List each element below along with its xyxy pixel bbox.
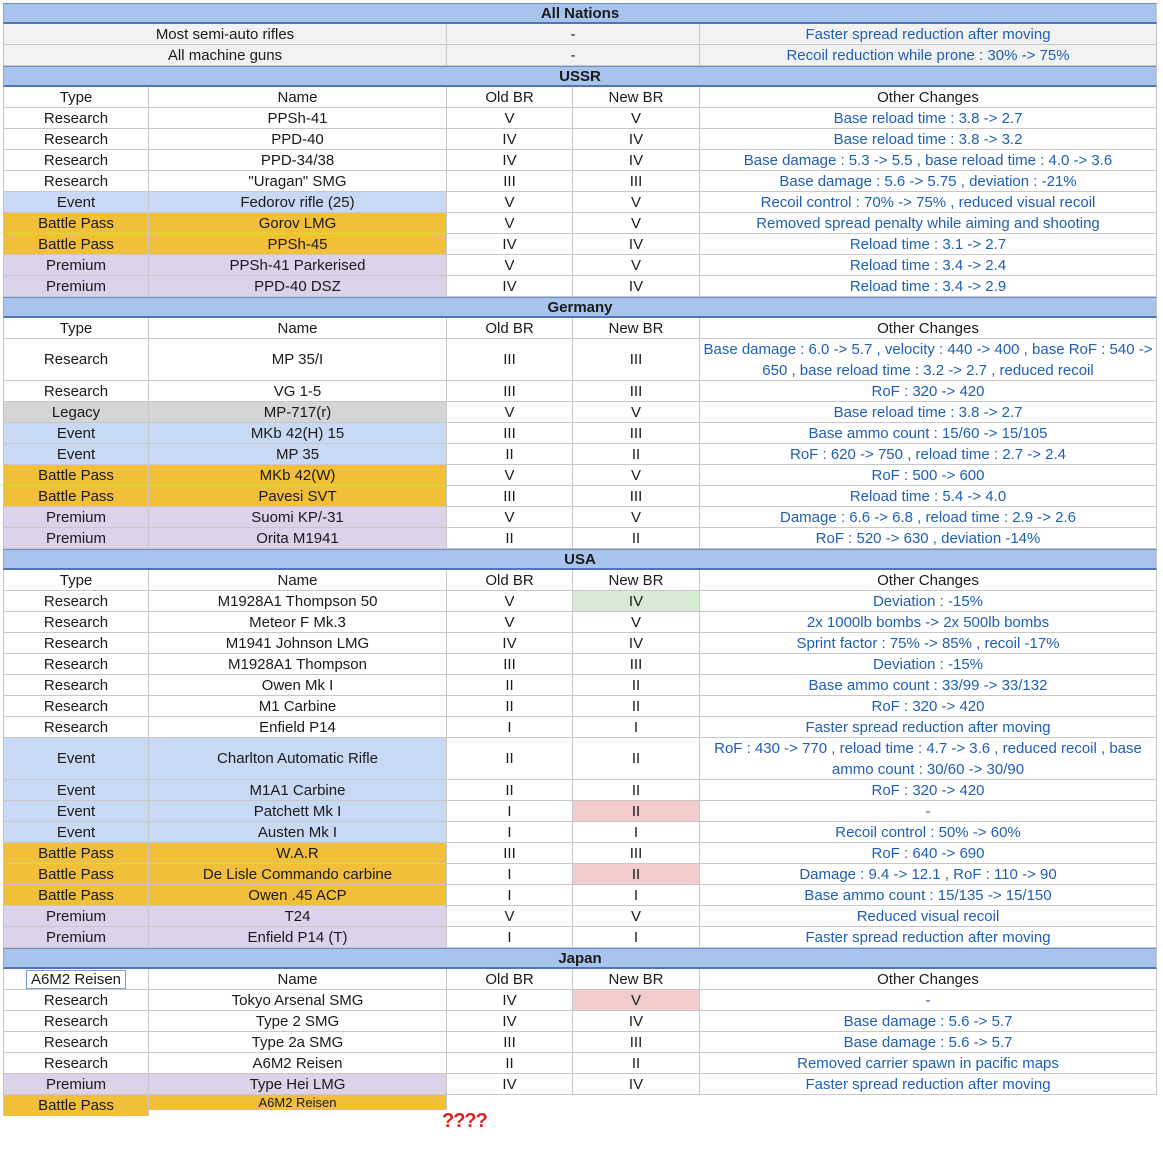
weapon-row [3, 465, 1157, 486]
new-br-cell[interactable]: V [573, 612, 700, 633]
type-cell[interactable]: Event [3, 822, 149, 843]
type-cell[interactable]: Battle Pass [3, 213, 149, 234]
name-cell[interactable]: MKb 42(W) [149, 465, 447, 486]
new-br-cell[interactable]: IV [573, 150, 700, 171]
name-cell[interactable]: MP 35/I [149, 339, 447, 381]
weapon-row [3, 591, 1157, 612]
old-br-cell[interactable]: I [447, 885, 573, 906]
name-cell[interactable]: Type 2a SMG [149, 1032, 447, 1053]
weapon-row [3, 444, 1157, 465]
old-br-header[interactable]: Old BR [447, 570, 573, 591]
new-br-cell[interactable]: V [573, 906, 700, 927]
weapon-row [3, 486, 1157, 507]
type-cell[interactable]: Battle Pass [3, 486, 149, 507]
new-br-cell[interactable]: IV [573, 633, 700, 654]
old-br-header[interactable]: Old BR [447, 87, 573, 108]
type-header[interactable] [3, 570, 149, 591]
changes-cell[interactable]: RoF : 320 -> 420 [700, 780, 1157, 801]
name-cell[interactable]: MKb 42(H) 15 [149, 423, 447, 444]
name-header[interactable]: Name [149, 318, 447, 339]
old-br-cell[interactable]: I [447, 864, 573, 885]
name-cell[interactable]: Enfield P14 [149, 717, 447, 738]
type-cell[interactable]: Premium [3, 528, 149, 549]
type-cell[interactable]: Research [3, 108, 149, 129]
changes-cell[interactable]: Base reload time : 3.8 -> 2.7 [700, 402, 1157, 423]
name-cell[interactable]: PPD-34/38 [149, 150, 447, 171]
weapon-row [3, 654, 1157, 675]
old-br-cell[interactable]: III [447, 423, 573, 444]
weapon-row [3, 423, 1157, 444]
type-cell[interactable]: Event [3, 192, 149, 213]
weapon-row [3, 129, 1157, 150]
weapon-row [3, 402, 1157, 423]
changes-cell[interactable]: Base damage : 5.6 -> 5.7 [700, 1032, 1157, 1053]
type-cell[interactable]: Research [3, 129, 149, 150]
changes-cell[interactable]: Faster spread reduction after moving [700, 927, 1157, 948]
type-cell[interactable]: Event [3, 780, 149, 801]
old-br-cell[interactable]: III [447, 1032, 573, 1053]
new-br-cell[interactable]: I [573, 927, 700, 948]
new-br-cell[interactable]: V [573, 402, 700, 423]
name-cell[interactable]: Gorov LMG [149, 213, 447, 234]
old-br-cell[interactable]: I [447, 822, 573, 843]
old-br-cell[interactable]: IV [447, 1074, 573, 1095]
weapon-row [3, 612, 1157, 633]
new-br-cell[interactable]: V [573, 255, 700, 276]
name-header[interactable]: Name [149, 87, 447, 108]
weapon-row [3, 843, 1157, 864]
type-cell[interactable]: Research [3, 591, 149, 612]
new-br-header[interactable]: New BR [573, 969, 700, 990]
type-cell[interactable]: Research [3, 717, 149, 738]
new-br-cell[interactable]: II [573, 738, 700, 780]
br-cell[interactable]: - [447, 45, 700, 66]
changes-cell[interactable]: Base damage : 5.6 -> 5.7 [700, 1011, 1157, 1032]
type-cell[interactable]: Research [3, 654, 149, 675]
type-header-text: Type [59, 88, 93, 106]
weapon-row [3, 864, 1157, 885]
all-nations-row [3, 45, 1157, 66]
new-br-cell[interactable]: IV [573, 129, 700, 150]
new-br-cell[interactable]: III [573, 339, 700, 381]
new-br-cell[interactable]: V [573, 990, 700, 1011]
changes-cell[interactable]: 2x 1000lb bombs -> 2x 500lb bombs [700, 612, 1157, 633]
name-cell[interactable]: MP 35 [149, 444, 447, 465]
name-cell[interactable]: Suomi KP/-31 [149, 507, 447, 528]
old-br-cell[interactable]: III [447, 486, 573, 507]
old-br-cell[interactable]: II [447, 738, 573, 780]
name-cell[interactable]: Charlton Automatic Rifle [149, 738, 447, 780]
br-cell[interactable]: - [447, 24, 700, 45]
changes-cell[interactable]: Reload time : 3.4 -> 2.4 [700, 255, 1157, 276]
column-header-row [3, 969, 1157, 990]
type-header-text: Type [59, 571, 93, 589]
new-br-cell[interactable]: IV [573, 1074, 700, 1095]
name-cell[interactable]: Pavesi SVT [149, 486, 447, 507]
old-br-cell[interactable]: I [447, 927, 573, 948]
type-cell[interactable]: Premium [3, 927, 149, 948]
name-cell[interactable]: PPSh-45 [149, 234, 447, 255]
weapon-row [3, 633, 1157, 654]
name-cell[interactable]: M1A1 Carbine [149, 780, 447, 801]
changes-cell[interactable]: Deviation : -15% [700, 591, 1157, 612]
column-header-row [3, 318, 1157, 339]
new-br-header[interactable]: New BR [573, 87, 700, 108]
section-title[interactable]: USSR [3, 66, 1157, 87]
weapon-row [3, 780, 1157, 801]
changes-header[interactable]: Other Changes [700, 969, 1157, 990]
new-br-cell[interactable]: I [573, 822, 700, 843]
changes-cell[interactable]: Faster spread reduction after moving [700, 1074, 1157, 1095]
weapon-row [3, 1032, 1157, 1053]
type-cell[interactable]: Research [3, 171, 149, 192]
type-cell[interactable]: Research [3, 150, 149, 171]
name-cell[interactable]: Owen .45 ACP [149, 885, 447, 906]
name-cell[interactable]: PPSh-41 [149, 108, 447, 129]
name-cell[interactable]: "Uragan" SMG [149, 171, 447, 192]
old-br-cell[interactable]: V [447, 192, 573, 213]
section-header-all-nations [3, 3, 1157, 24]
type-cell[interactable]: Research [3, 1053, 149, 1074]
changes-cell[interactable]: Base damage : 5.3 -> 5.5 , base reload time : 4.0 -> 3.6 [700, 150, 1157, 171]
nation-sections [3, 66, 1157, 1095]
section-header-usa [3, 549, 1157, 570]
weapon-row [3, 738, 1157, 780]
changes-cell[interactable]: - [700, 801, 1157, 822]
new-br-cell[interactable]: I [573, 717, 700, 738]
changes-cell[interactable]: Recoil reduction while prone : 30% -> 75% [700, 45, 1157, 66]
type-cell[interactable]: Premium [3, 276, 149, 297]
name-cell[interactable]: A6M2 Reisen [149, 1053, 447, 1074]
trailing-row [3, 1095, 1157, 1116]
old-br-cell[interactable]: IV [447, 1011, 573, 1032]
weapon-group-cell[interactable]: All machine guns [3, 45, 447, 66]
new-br-cell[interactable]: II [573, 444, 700, 465]
weapon-row [3, 339, 1157, 381]
changes-cell[interactable]: Base ammo count : 33/99 -> 33/132 [700, 675, 1157, 696]
weapon-row [3, 528, 1157, 549]
changes-cell[interactable]: Reduced visual recoil [700, 906, 1157, 927]
weapon-row [3, 1011, 1157, 1032]
new-br-cell[interactable]: V [573, 108, 700, 129]
type-cell[interactable]: Research [3, 990, 149, 1011]
changes-cell[interactable]: Removed carrier spawn in pacific maps [700, 1053, 1157, 1074]
section-header-japan [3, 948, 1157, 969]
type-header-text: Type [59, 319, 93, 337]
name-cell[interactable]: MP-717(r) [149, 402, 447, 423]
old-br-cell[interactable]: V [447, 465, 573, 486]
old-br-cell[interactable]: II [447, 696, 573, 717]
name-cell[interactable]: Type 2 SMG [149, 1011, 447, 1032]
type-cell[interactable]: Battle Pass [3, 864, 149, 885]
type-header[interactable] [3, 969, 149, 990]
type-cell[interactable]: Research [3, 696, 149, 717]
weapon-row [3, 927, 1157, 948]
changes-cell[interactable]: Removed spread penalty while aiming and shooting [700, 213, 1157, 234]
name-header[interactable]: Name [149, 969, 447, 990]
name-cell[interactable]: VG 1-5 [149, 381, 447, 402]
old-br-cell[interactable]: V [447, 402, 573, 423]
name-cell[interactable]: A6M2 Reisen [149, 1095, 447, 1110]
changes-cell[interactable]: Recoil control : 70% -> 75% , reduced visual recoil [700, 192, 1157, 213]
changes-cell[interactable]: RoF : 640 -> 690 [700, 843, 1157, 864]
type-cell[interactable]: Research [3, 1032, 149, 1053]
new-br-cell[interactable]: IV [573, 234, 700, 255]
name-cell[interactable]: M1 Carbine [149, 696, 447, 717]
type-cell[interactable]: Research [3, 612, 149, 633]
new-br-cell[interactable]: V [573, 465, 700, 486]
old-br-cell[interactable]: I [447, 717, 573, 738]
changes-cell[interactable]: Base reload time : 3.8 -> 2.7 [700, 108, 1157, 129]
weapon-row [3, 171, 1157, 192]
all-nations-row [3, 24, 1157, 45]
old-br-header[interactable]: Old BR [447, 969, 573, 990]
changes-cell[interactable]: Reload time : 5.4 -> 4.0 [700, 486, 1157, 507]
old-br-cell[interactable]: V [447, 591, 573, 612]
name-cell[interactable]: Orita M1941 [149, 528, 447, 549]
new-br-cell[interactable]: III [573, 1032, 700, 1053]
name-header[interactable]: Name [149, 570, 447, 591]
weapon-row [3, 885, 1157, 906]
weapon-row [3, 108, 1157, 129]
name-cell[interactable]: M1941 Johnson LMG [149, 633, 447, 654]
name-cell[interactable]: De Lisle Commando carbine [149, 864, 447, 885]
old-br-cell[interactable]: III [447, 339, 573, 381]
weapon-row [3, 234, 1157, 255]
old-br-cell[interactable]: IV [447, 129, 573, 150]
type-cell[interactable]: Premium [3, 1074, 149, 1095]
weapon-row [3, 1053, 1157, 1074]
type-cell[interactable]: Research [3, 633, 149, 654]
old-br-cell[interactable]: IV [447, 234, 573, 255]
new-br-cell[interactable]: III [573, 843, 700, 864]
new-br-cell[interactable]: IV [573, 276, 700, 297]
changes-cell[interactable]: Deviation : -15% [700, 654, 1157, 675]
name-cell[interactable]: T24 [149, 906, 447, 927]
weapon-row [3, 192, 1157, 213]
type-header[interactable] [3, 87, 149, 108]
old-br-cell[interactable]: V [447, 255, 573, 276]
old-br-cell[interactable]: V [447, 906, 573, 927]
type-cell[interactable]: Legacy [3, 402, 149, 423]
old-br-cell[interactable]: V [447, 213, 573, 234]
old-br-cell[interactable]: I [447, 801, 573, 822]
name-cell[interactable]: Owen Mk I [149, 675, 447, 696]
new-br-cell[interactable]: V [573, 192, 700, 213]
new-br-cell[interactable]: III [573, 423, 700, 444]
old-br-cell[interactable]: II [447, 444, 573, 465]
old-br-cell[interactable]: IV [447, 990, 573, 1011]
type-header[interactable] [3, 318, 149, 339]
old-br-cell[interactable]: II [447, 780, 573, 801]
name-cell[interactable]: Fedorov rifle (25) [149, 192, 447, 213]
changes-header[interactable]: Other Changes [700, 87, 1157, 108]
old-br-cell[interactable]: V [447, 612, 573, 633]
old-br-cell[interactable]: III [447, 654, 573, 675]
name-cell[interactable]: Tokyo Arsenal SMG [149, 990, 447, 1011]
type-cell[interactable]: Battle Pass [3, 465, 149, 486]
new-br-header[interactable]: New BR [573, 318, 700, 339]
weapon-row [3, 381, 1157, 402]
changes-cell[interactable]: Sprint factor : 75% -> 85% , recoil -17% [700, 633, 1157, 654]
old-br-header[interactable]: Old BR [447, 318, 573, 339]
changes-cell[interactable]: RoF : 520 -> 630 , deviation -14% [700, 528, 1157, 549]
name-cell[interactable]: PPD-40 [149, 129, 447, 150]
type-cell[interactable]: Battle Pass [3, 234, 149, 255]
name-cell[interactable]: M1928A1 Thompson 50 [149, 591, 447, 612]
weapon-row [3, 255, 1157, 276]
name-cell[interactable]: W.A.R [149, 843, 447, 864]
type-cell[interactable]: Research [3, 381, 149, 402]
name-cell[interactable]: Meteor F Mk.3 [149, 612, 447, 633]
name-cell[interactable]: Patchett Mk I [149, 801, 447, 822]
new-br-cell[interactable]: III [573, 381, 700, 402]
weapon-row [3, 717, 1157, 738]
weapon-row [3, 1074, 1157, 1095]
type-cell[interactable]: Premium [3, 255, 149, 276]
column-header-row [3, 570, 1157, 591]
question-mark-note: ???? [442, 1110, 487, 1132]
old-br-cell[interactable]: IV [447, 633, 573, 654]
new-br-cell[interactable]: III [573, 171, 700, 192]
new-br-cell[interactable]: II [573, 864, 700, 885]
new-br-cell[interactable]: V [573, 213, 700, 234]
weapon-row [3, 990, 1157, 1011]
old-br-cell[interactable]: IV [447, 150, 573, 171]
weapon-group-cell[interactable]: Most semi-auto rifles [3, 24, 447, 45]
type-cell[interactable]: Event [3, 738, 149, 780]
weapon-row [3, 696, 1157, 717]
weapon-row [3, 675, 1157, 696]
changes-cell[interactable]: RoF : 320 -> 420 [700, 696, 1157, 717]
type-cell[interactable]: Battle Pass [3, 885, 149, 906]
changes-cell[interactable]: Base damage : 6.0 -> 5.7 , velocity : 440 -> 400 , base RoF : 540 -> 650 , base reload time : 3.2 -> 2.7 , reduced recoil [700, 339, 1157, 381]
section-title[interactable]: All Nations [3, 3, 1157, 24]
new-br-cell[interactable]: II [573, 696, 700, 717]
changes-cell[interactable]: Reload time : 3.1 -> 2.7 [700, 234, 1157, 255]
section-header-ussr [3, 66, 1157, 87]
old-br-cell[interactable]: III [447, 171, 573, 192]
new-br-cell[interactable]: IV [573, 1011, 700, 1032]
changes-cell[interactable]: RoF : 500 -> 600 [700, 465, 1157, 486]
changes-cell[interactable]: Base reload time : 3.8 -> 3.2 [700, 129, 1157, 150]
changes-header[interactable]: Other Changes [700, 570, 1157, 591]
name-cell[interactable]: Austen Mk I [149, 822, 447, 843]
changes-cell[interactable]: Faster spread reduction after moving [700, 717, 1157, 738]
old-br-cell[interactable]: II [447, 675, 573, 696]
changes-cell[interactable]: RoF : 430 -> 770 , reload time : 4.7 -> 3.6 , reduced recoil , base ammo count : 30/60 -> 30/90 [700, 738, 1157, 780]
weapon-row [3, 150, 1157, 171]
old-br-cell[interactable]: III [447, 843, 573, 864]
new-br-cell[interactable]: II [573, 1053, 700, 1074]
type-cell[interactable]: Battle Pass [3, 843, 149, 864]
old-br-cell[interactable]: III [447, 381, 573, 402]
new-br-cell[interactable]: III [573, 486, 700, 507]
name-cell[interactable]: Enfield P14 (T) [149, 927, 447, 948]
new-br-cell[interactable]: III [573, 654, 700, 675]
weapon-row [3, 276, 1157, 297]
type-cell[interactable]: Research [3, 1011, 149, 1032]
new-br-cell[interactable]: II [573, 675, 700, 696]
changes-cell[interactable]: Recoil control : 50% -> 60% [700, 822, 1157, 843]
changes-cell[interactable]: Base ammo count : 15/60 -> 15/105 [700, 423, 1157, 444]
section-title[interactable]: Germany [3, 297, 1157, 318]
section-title[interactable]: Japan [3, 948, 1157, 969]
name-cell[interactable]: PPSh-41 Parkerised [149, 255, 447, 276]
type-cell[interactable]: Premium [3, 507, 149, 528]
new-br-cell[interactable]: I [573, 885, 700, 906]
old-br-cell[interactable]: II [447, 1053, 573, 1074]
old-br-cell[interactable]: II [447, 528, 573, 549]
weapon-row [3, 801, 1157, 822]
old-br-cell[interactable]: V [447, 507, 573, 528]
new-br-cell[interactable]: V [573, 507, 700, 528]
old-br-cell[interactable]: V [447, 108, 573, 129]
section-title[interactable]: USA [3, 549, 1157, 570]
patch-notes-sheet [3, 3, 1157, 1116]
weapon-row [3, 507, 1157, 528]
new-br-header[interactable]: New BR [573, 570, 700, 591]
section-header-germany [3, 297, 1157, 318]
changes-cell[interactable]: Damage : 6.6 -> 6.8 , reload time : 2.9 -> 2.6 [700, 507, 1157, 528]
type-cell[interactable]: Research [3, 339, 149, 381]
changes-cell[interactable]: Damage : 9.4 -> 12.1 , RoF : 110 -> 90 [700, 864, 1157, 885]
changes-cell[interactable]: Faster spread reduction after moving [700, 24, 1157, 45]
name-cell[interactable]: PPD-40 DSZ [149, 276, 447, 297]
weapon-row [3, 213, 1157, 234]
name-cell[interactable]: M1928A1 Thompson [149, 654, 447, 675]
type-header-cell-text: A6M2 Reisen [26, 970, 126, 989]
type-cell[interactable]: Premium [3, 906, 149, 927]
new-br-cell[interactable]: IV [573, 591, 700, 612]
changes-cell[interactable]: Base damage : 5.6 -> 5.75 , deviation : -21% [700, 171, 1157, 192]
changes-cell[interactable]: Reload time : 3.4 -> 2.9 [700, 276, 1157, 297]
changes-cell[interactable]: Base ammo count : 15/135 -> 15/150 [700, 885, 1157, 906]
changes-cell[interactable]: - [700, 990, 1157, 1011]
new-br-cell[interactable]: II [573, 528, 700, 549]
weapon-row [3, 906, 1157, 927]
weapon-row [3, 822, 1157, 843]
new-br-cell[interactable]: II [573, 801, 700, 822]
type-cell[interactable]: Battle Pass [3, 1095, 149, 1116]
new-br-cell[interactable]: II [573, 780, 700, 801]
column-header-row [3, 87, 1157, 108]
changes-cell[interactable]: RoF : 620 -> 750 , reload time : 2.7 -> 2.4 [700, 444, 1157, 465]
changes-header[interactable]: Other Changes [700, 318, 1157, 339]
type-cell[interactable]: Research [3, 675, 149, 696]
type-cell[interactable]: Event [3, 444, 149, 465]
old-br-cell[interactable]: IV [447, 276, 573, 297]
changes-cell[interactable]: RoF : 320 -> 420 [700, 381, 1157, 402]
name-cell[interactable]: Type Hei LMG [149, 1074, 447, 1095]
type-cell[interactable]: Event [3, 801, 149, 822]
type-cell[interactable]: Event [3, 423, 149, 444]
